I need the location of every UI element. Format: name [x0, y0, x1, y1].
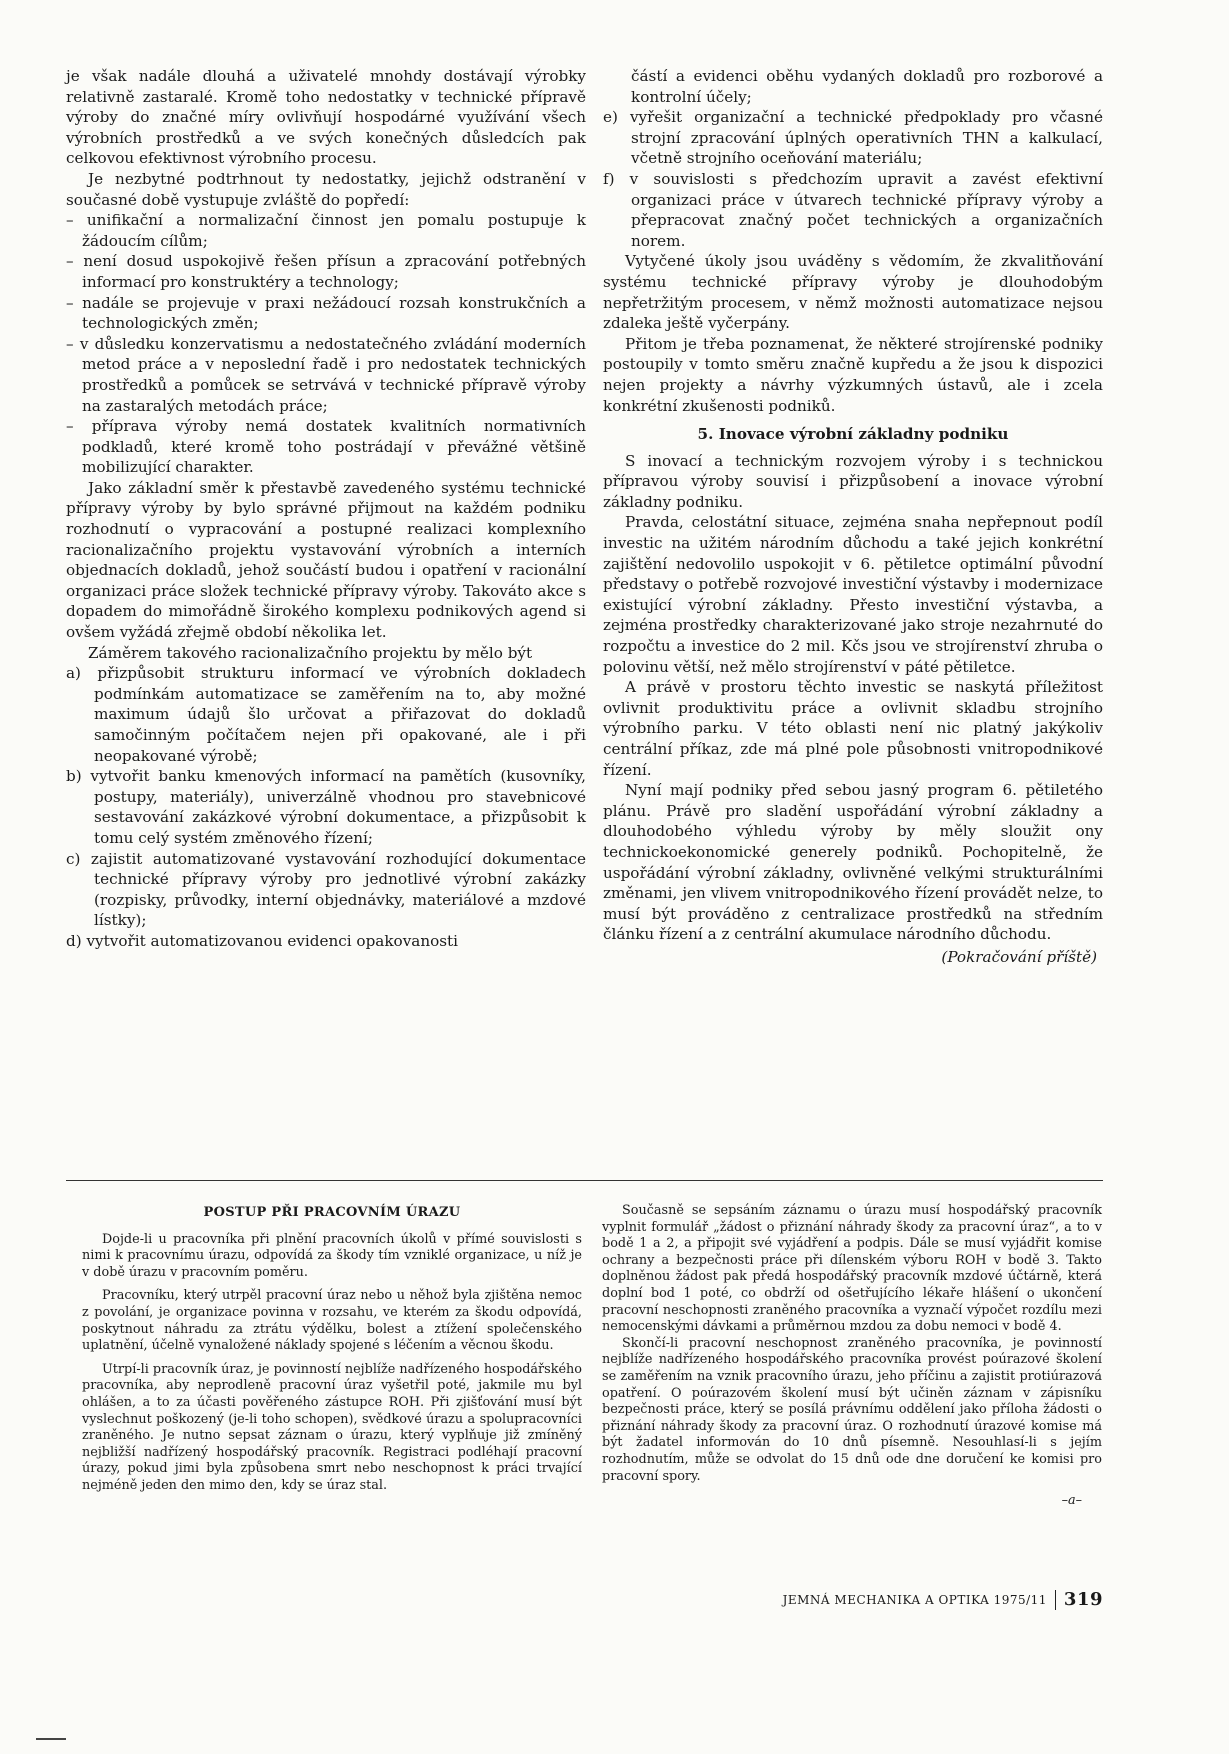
paragraph: Jako základní směr k přestavbě zavedeného systému technické přípravy výroby by bylo správné přijmout na každém podniku rozhodnutí o vypracování a postupné realizaci komplexního racionalizačního projektu vystavování výrobních a interních objednacích dokladů, jehož součástí budou i opatření v racionální organizaci práce složek technické přípravy výroby. Takováto akce s dopadem do mimořádně širokého komplexu podnikových agend si ovšem vyžádá zřejmě období několika let.	[66, 478, 586, 642]
list-item: – příprava výroby nemá dostatek kvalitních normativních podkladů, které kromě toho postrádají v převážné většině mobilizující charakter.	[66, 417, 586, 477]
footer-separator	[1055, 1590, 1056, 1610]
list-item: – v důsledku konzervatismu a nedostatečného zvládání moderních metod práce a v neposlední řadě i pro nedostatek technických prostředků a pomůcek se setrvává v technické přípravě výroby na zastaralých metodách práce;	[66, 334, 586, 415]
scan-edge-mark	[36, 1738, 66, 1746]
list-item: b) vytvořit banku kmenových informací na pamětích (kusovníky, postupy, materiály), univerzálně vhodnou pro stavebnicové sestavování zakázkové výrobní dokumentace, a přizpůsobit k tomu celý systém změnového řízení;	[66, 767, 586, 847]
author-signature: –a–	[1061, 1493, 1082, 1509]
section-divider	[66, 1180, 1103, 1181]
paragraph: Vytyčené úkoly jsou uváděny s vědomím, že zkvalitňování systému technické přípravy výroby je dlouhodobým nepřetržitým procesem, v němž možnosti automatizace nejsou zdaleka ještě vyčerpány.	[603, 252, 1103, 333]
list-item: – není dosud uspokojivě řešen přísun a zpracování potřebných informací pro konstruktéry a technology;	[66, 252, 586, 291]
paragraph: je však nadále dlouhá a uživatelé mnohdy dostávají výrobky relativně zastaralé. Kromě toho nedostatky v technické přípravě výroby do značné míry ovlivňují hospodárné využívání všech výrobních prostředků a ve svých konečných důsledcích pak celkovou efektivnost výrobního procesu.	[66, 67, 586, 168]
paragraph: S inovací a technickým rozvojem výroby i s technickou přípravou výroby souvisí i přizpůsobení a inovace výrobní základny podniku.	[603, 451, 1103, 511]
paragraph: Pravda, celostátní situace, zejména snaha nepřepnout podíl investic na užitém národním důchodu a také jejich konkrétní zajištění nedovolilo uspokojit v 6. pětiletce optimální původní představy o potřebě rozvojové investiční výstavby i modernizace existující výrobní základny. Přesto investiční výstavba, a zejména prostředky charakterizované jako stroje nezahrnuté do rozpočtu a investice do 2 mil. Kčs jsou ve strojírenství zhruba o polovinu větší, než mělo strojírenství v páté pětiletce.	[603, 513, 1103, 676]
list-item: c) zajistit automatizované vystavování rozhodující dokumentace technické přípravy výroby pro jednotlivé výrobní zakázky (rozpisky, průvodky, interní objednávky, materiálové a mzdové lístky);	[66, 849, 586, 930]
list-item: a) přizpůsobit strukturu informací ve výrobních dokladech podmínkám automatizace se zaměřením na to, aby možné maximum údajů šlo určovat a přiřazovat do dokladů samočinným počítačem nejen při opakované, ale i při neopakované výrobě;	[66, 664, 586, 765]
journal-name: JEMNÁ MECHANIKA A OPTIKA 1975/11	[782, 1592, 1047, 1607]
paragraph: Dojde-li u pracovníka při plnění pracovních úkolů v přímé souvislosti s nimi k pracovnímu úrazu, odpovídá za škody tím vzniklé organizace, u níž je v době úrazu v pracovním poměru.	[82, 1231, 582, 1280]
paragraph: Utrpí-li pracovník úraz, je povinností nejblíže nadřízeného hospodářského pracovníka, aby neprodleně pracovní úraz vyšetřil poté, jakmile mu byl ohlášen, a to za účasti pověřeného zástupce ROH. Při zjišťování musí být vyslechnut poškozený (je-li toho schopen), svědkové úrazu a spolupracovníci zraněného. Je nutno sepsat záznam o úrazu, který vyplňuje již zmíněný nejbližší nadřízený hospodářský pracovník. Registraci podléhají pracovní úrazy, pokud jimi byla způsobena smrt nebo neschopnost k práci trvající nejméně jeden den mimo den, kdy se úraz stal.	[82, 1361, 583, 1493]
list-item: f) v souvislosti s předchozím upravit a zavést efektivní organizaci práce v útvarech technické přípravy výroby a přepracovat značný počet technických a organizačních norem.	[603, 169, 1103, 250]
page-footer	[770, 1589, 1103, 1610]
paragraph: Přitom je třeba poznamenat, že některé strojírenské podniky postoupily v tomto směru značně kupředu a že jsou k dispozici nejen projekty a návrhy výzkumných ústavů, ale i zcela konkrétní zkušenosti podniků.	[603, 334, 1103, 415]
paragraph: Nyní mají podniky před sebou jasný program 6. pětiletého plánu. Právě pro sladění uspořádání výrobní základny a dlouhodobého výhledu výroby by měly sloužit ony technickoekonomické generely podniků. Pochopitelně, že uspořádání výrobní základny, ovlivněné velkými strukturálními změnami, jen vlivem vnitropodnikového řízení provádět nelze, to musí být prováděno z centralizace prostředků na středním článku řízení a z centrální akumulace národního důchodu.	[603, 781, 1103, 944]
right-column	[603, 66, 1103, 968]
section-heading: 5. Inovace výrobní základny podniku	[697, 425, 1009, 444]
list-item: e) vyřešit organizační a technické předpoklady pro včasné strojní zpracování úplných operativních THN a kalkulací, včetně strojního oceňování materiálu;	[603, 108, 1103, 168]
list-item: – unifikační a normalizační činnost jen pomalu postupuje k žádoucím cílům;	[66, 211, 586, 250]
article-title: POSTUP PŘI PRACOVNÍM ÚRAZU	[203, 1205, 461, 1220]
list-item: – nadále se projevuje v praxi nežádoucí rozsah konstrukčních a technologických změn;	[66, 293, 586, 333]
article-right-column	[602, 1203, 1102, 1510]
paragraph: Je nezbytné podtrhnout ty nedostatky, jejichž odstranění v současné době vystupuje zvláště do popředí:	[66, 169, 586, 209]
continued-note: (Pokračování příště)	[941, 947, 1097, 966]
paragraph: Skončí-li pracovní neschopnost zraněného pracovníka, je povinností nejblíže nadřízeného hospodářského pracovníka provést poúrazové školení se zaměřením na vznik pracovního úrazu, jeho příčinu a zajistit protiúrazová opatření. O poúrazovém školení musí být učiněn záznam v zápisníku bezpečnosti práce, který se posílá právnímu oddělení jako příloha žádosti o přiznání náhrady škody za pracovní úraz. O rozhodnutí úrazové komise má být žadatel informován do 10 dnů písemně. Nesouhlasí-li s jejím rozhodnutím, může se odvolat do 15 dnů ode dne doručení ke komisi pro pracovní spory.	[602, 1335, 1102, 1484]
paragraph: A právě v prostoru těchto investic se naskytá příležitost ovlivnit produktivitu práce a ovlivnit skladbu strojního výrobního parku. V této oblasti není nic platný jakýkoliv centrální příkaz, zde má plné pole působnosti vnitropodnikové řízení.	[603, 678, 1103, 779]
article-left-column	[82, 1203, 582, 1502]
paragraph: Současně se sepsáním záznamu o úrazu musí hospodářský pracovník vyplnit formulář „žádost o přiznání náhrady škody za pracovní úraz“, a to v bodě 1 a 2, a připojit své vyjádření a podpis. Dále se musí vyjádřit komise ochrany a bezpečnosti práce při dílenském výboru ROH v bodě 3. Takto doplněnou žádost pak předá hospodářský pracovník mzdové účtárně, která doplní bod 1 poté, co obdrží od ošetřujícího lékaře hlášení o ukončení pracovní neschopnosti zraněného pracovníka a vyznačí výpočet rozdílu mezi nemocenskými dávkami a průměrnou mzdou za dobu nemoci v bodě 4.	[602, 1203, 1102, 1335]
list-item-continuation: částí a evidenci oběhu vydaných dokladů pro rozborové a kontrolní účely;	[631, 67, 1103, 106]
page-number: 319	[1063, 1589, 1103, 1610]
list-item: d) vytvořit automatizovanou evidenci opakovanosti	[66, 931, 459, 950]
paragraph: Pracovníku, který utrpěl pracovní úraz nebo u něhož byla zjištěna nemoc z povolání, je organizace povinna v rozsahu, ve kterém za škodu odpovídá, poskytnout náhradu za ztrátu výdělku, bolest a ztížení společenského uplatnění, účelně vynaložené náklady spojené s léčením a věcnou škodu.	[82, 1288, 582, 1354]
left-column	[66, 66, 586, 952]
paragraph: Záměrem takového racionalizačního projektu by mělo být	[88, 643, 533, 662]
